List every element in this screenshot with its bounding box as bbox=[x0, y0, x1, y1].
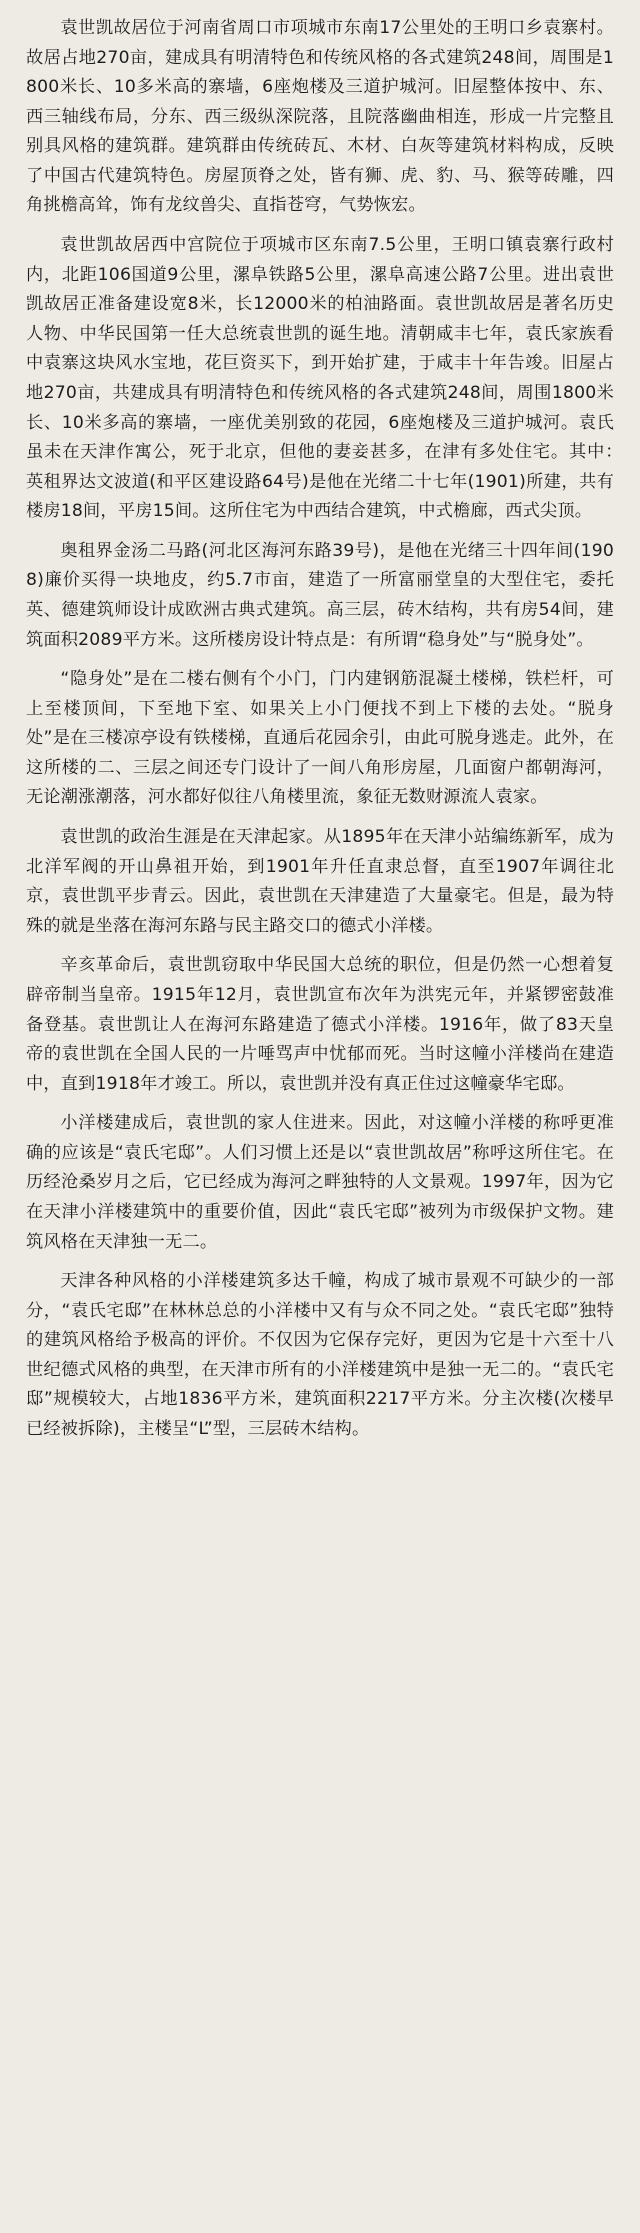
paragraph: 小洋楼建成后，袁世凯的家人住进来。因此，对这幢小洋楼的称呼更准确的应该是“袁氏宅邸”。人们习惯上还是以“袁世凯故居”称呼这所住宅。在历经沧桑岁月之后，它已经成为海河之畔独特的人文景观。1997年，因为它在天津小洋楼建筑中的重要价值，因此“袁氏宅邸”被列为市级保护文物。建筑风格在天津独一无二。 bbox=[26, 1113, 614, 1252]
paragraph: 袁世凯故居位于河南省周口市项城市东南17公里处的王明口乡袁寨村。故居占地270亩，建成具有明清特色和传统风格的各式建筑248间，周围是1800米长、10多米高的寨墙，6座炮楼及三道护城河。旧屋整体按中、东、西三轴线布局，分东、西三级纵深院落，且院落幽曲相连，形成一片完整且别具风格的建筑群。建筑群由传统砖瓦、木材、白灰等建筑材料构成，反映了中国古代建筑特色。房屋顶脊之处，皆有狮、虎、豹、马、猴等砖雕，四角挑檐高耸，饰有龙纹兽尖、直指苍穹，气势恢宏。 bbox=[26, 18, 614, 216]
paragraph: 天津各种风格的小洋楼建筑多达千幢，构成了城市景观不可缺少的一部分，“袁氏宅邸”在林林总总的小洋楼中又有与众不同之处。“袁氏宅邸”独特的建筑风格给予极高的评价。不仅因为它保存完好，更因为它是十六至十八世纪德式风格的典型，在天津市所有的小洋楼建筑中是独一无二的。“袁氏宅邸”规模较大，占地1836平方米，建筑面积2217平方米。分主次楼(次楼早已经被拆除)，主楼呈“L”型，三层砖木结构。 bbox=[26, 1271, 614, 1440]
paragraph: 袁世凯的政治生涯是在天津起家。从1895年在天津小站编练新军，成为北洋军阀的开山鼻祖开始，到1901年升任直隶总督，直至1907年调往北京，袁世凯平步青云。因此，袁世凯在天津建造了大量豪宅。但是，最为特殊的就是坐落在海河东路与民主路交口的德式小洋楼。 bbox=[26, 827, 614, 936]
paragraph: “隐身处”是在二楼右侧有个小门，门内建钢筋混凝土楼梯，铁栏杆，可上至楼顶间，下至地下室、如果关上小门便找不到上下楼的去处。“脱身处”是在三楼凉亭设有铁楼梯，直通后花园余引，由此可脱身逃走。此外，在这所楼的二、三层之间还专门设计了一间八角形房屋，几面窗户都朝海河，无论潮涨潮落，河水都好似往八角楼里流，象征无数财源流人袁家。 bbox=[26, 669, 614, 808]
paragraph: 袁世凯故居西中宫院位于项城市区东南7.5公里，王明口镇袁寨行政村内，北距106国道9公里，漯阜铁路5公里，漯阜高速公路7公里。进出袁世凯故居正准备建设宽8米，长12000米的柏油路面。袁世凯故居是著名历史人物、中华民国第一任大总统袁世凯的诞生地。清朝咸丰七年，袁氏家族看中袁寨这块风水宝地，花巨资买下，到开始扩建，于咸丰十年告竣。旧屋占地270亩，共建成具有明清特色和传统风格的各式建筑248间，周围1800米长、10米多高的寨墙，一座优美别致的花园，6座炮楼及三道护城河。袁氏虽未在天津作寓公，死于北京，但他的妻妾甚多，在津有多处住宅。其中： 英租界达文波道(和平区建设路64号)是他在光绪二十七年(1901)所建，共有楼房18间，平房15间。这所住宅为中西结合建筑，中式檐廊，西式尖顶。 bbox=[26, 235, 632, 522]
paragraph: 辛亥革命后，袁世凯窃取中华民国大总统的职位，但是仍然一心想着复辟帝制当皇帝。1915年12月，袁世凯宣布次年为洪宪元年，并紧锣密鼓准备登基。袁世凯让人在海河东路建造了德式小洋楼。1916年，做了83天皇帝的袁世凯在全国人民的一片唾骂声中忧郁而死。当时这幢小洋楼尚在建造中，直到1918年才竣工。所以，袁世凯并没有真正住过这幢豪华宅邸。 bbox=[26, 955, 614, 1094]
paragraph: 奥租界金汤二马路(河北区海河东路39号)，是他在光绪三十四年间(1908)廉价买得一块地皮，约5.7市亩，建造了一所富丽堂皇的大型住宅，委托英、德建筑师设计成欧洲古典式建筑。高三层，砖木结构，共有房54间，建筑面积2089平方米。这所楼房设计特点是：有所谓“稳身处”与“脱身处”。 bbox=[26, 540, 614, 650]
